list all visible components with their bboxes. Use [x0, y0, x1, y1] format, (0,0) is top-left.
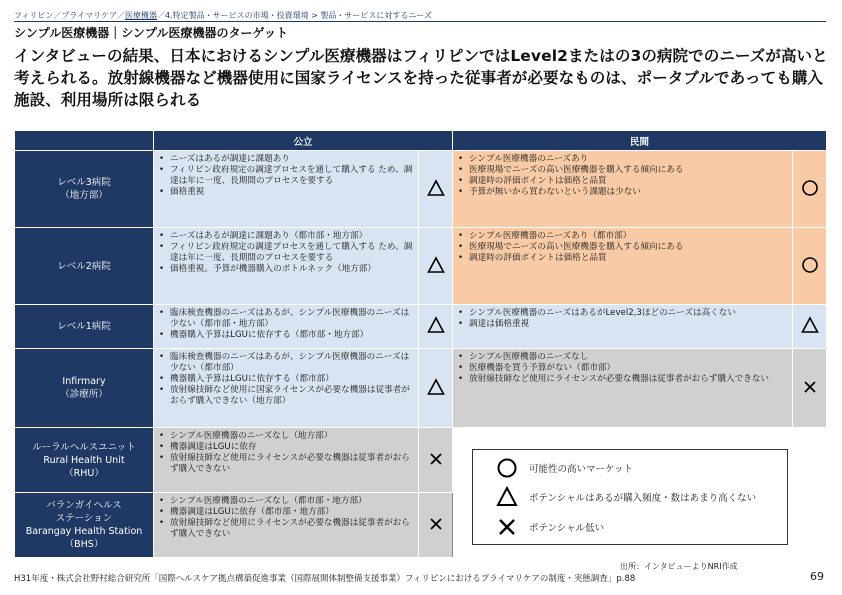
bullet-item: • フィリピン政府規定の調達プロセスを通して購入する ため、調達は年に一度、長期間のプロセスを要する	[157, 165, 414, 187]
triangle-icon	[427, 389, 445, 399]
triangle-icon	[427, 327, 445, 337]
rating-cell	[419, 428, 453, 493]
breadcrumb-part[interactable]: フィリピン／プライマリケア／	[14, 11, 125, 20]
cross-icon	[803, 387, 817, 397]
legend-label: ポテンシャルはあるが購入頻度・数はあまり高くない	[529, 493, 757, 504]
legend-item-triangle	[495, 485, 756, 509]
header-rule	[14, 21, 826, 22]
rating-cell	[419, 228, 453, 305]
bullet-item: • シンプル医療機器のニーズあり	[456, 154, 788, 165]
facility-level: Infirmary （診療所）	[15, 349, 154, 428]
bullet-item: • シンプル医療機器のニーズなし（都市部・地方部）	[157, 496, 414, 507]
matrix-row	[15, 151, 827, 228]
circle-icon	[801, 267, 819, 277]
bullet-item: • 放射線技師など使用にライセンスが必要な機器は従事者がおらず購入できない	[157, 518, 414, 540]
bullet-item: • シンプル医療機器のニーズあり（都市部）	[456, 231, 788, 242]
bullet-item: • シンプル医療機器のニーズはあるがLevel2,3ほどのニーズは高くない	[456, 308, 788, 319]
bullet-item: • 医療現場でニーズの高い医療機器を購入する傾向にある	[456, 165, 788, 176]
matrix-row	[15, 228, 827, 305]
rating-cell	[419, 349, 453, 428]
rating-cell	[793, 228, 827, 305]
private-notes	[453, 349, 793, 428]
bullet-list	[157, 352, 414, 407]
bullet-item: • ニーズはあるが調達に課題あり（都市部・地方部）	[157, 231, 414, 242]
public-notes	[154, 228, 419, 305]
facility-level: ルーラルヘルスユニット Rural Health Unit （RHU）	[15, 428, 154, 493]
circle-icon	[495, 456, 519, 480]
triangle-icon	[427, 190, 445, 200]
bullet-item: • フィリピン政府規定の調達プロセスを通して購入する ため、調達は年に一度、長期間のプロセスを要する	[157, 242, 414, 264]
bullet-list	[456, 154, 788, 198]
private-notes	[453, 305, 793, 349]
page-number: 69	[810, 570, 824, 583]
section-title: シンプル医療機器｜シンプル医療機器のターゲット	[14, 26, 288, 40]
private-notes	[453, 228, 793, 305]
cross-icon	[429, 459, 443, 469]
bullet-list	[157, 431, 414, 475]
bullet-item: • シンプル医療機器のニーズなし（地方部）	[157, 431, 414, 442]
bullet-list	[157, 154, 414, 198]
bullet-item: • 臨床検査機器のニーズはあるが、シンプル医療機器のニーズは少ない（都市部）	[157, 352, 414, 374]
rating-cell	[419, 305, 453, 349]
bullet-item: • 機器購入予算はLGUに依存する（都市部）	[157, 374, 414, 385]
bullet-item: • 医療機器を買う予算がない（都市部）	[456, 363, 788, 374]
bullet-item: • 調達時の評価ポイントは価格と品質	[456, 253, 788, 264]
rating-cell	[793, 305, 827, 349]
legend-item-cross	[495, 515, 604, 539]
bullet-item: • 機器調達はLGUに依存（都市部・地方部）	[157, 507, 414, 518]
cross-icon	[495, 515, 519, 539]
bullet-item: • 機器購入予算はLGUに依存する（都市部・地方部）	[157, 330, 414, 341]
bullet-list	[456, 352, 788, 385]
triangle-icon	[495, 485, 519, 509]
matrix-row	[15, 349, 827, 428]
legend-label: ポテンシャル低い	[529, 523, 605, 534]
breadcrumb-part[interactable]: 医療機器	[124, 11, 157, 20]
circle-icon	[801, 190, 819, 200]
legend	[472, 449, 788, 545]
bullet-item: • 臨床検査機器のニーズはあるが、シンプル医療機器のニーズは少ない（都市部・地方部）	[157, 308, 414, 330]
triangle-icon	[801, 327, 819, 337]
public-notes	[154, 305, 419, 349]
bullet-list	[157, 308, 414, 341]
public-notes	[154, 493, 419, 558]
bullet-item: • ニーズはあるが調達に課題あり	[157, 154, 414, 165]
bullet-list	[157, 231, 414, 275]
matrix-row	[15, 305, 827, 349]
facility-level: レベル1病院	[15, 305, 154, 349]
bullet-item: • 機器調達はLGUに依存	[157, 442, 414, 453]
bullet-item: • 調達は価格重視	[456, 319, 788, 330]
footer-citation: H31年度・株式会社野村総合研究所「国際ヘルスケア拠点構築促進事業（国際展開体制整備支援事業）フィリピンにおけるプライマリケアの制度・実態調査」p.88	[14, 574, 636, 584]
column-header-public: 公立	[154, 131, 453, 151]
bullet-item: • シンプル医療機器のニーズなし	[456, 352, 788, 363]
public-notes	[154, 349, 419, 428]
bullet-list	[456, 231, 788, 264]
rating-cell	[793, 349, 827, 428]
cross-icon	[429, 524, 443, 534]
private-notes	[453, 151, 793, 228]
bullet-item: • 価格重視。予算が機器購入のボトルネック（地方部）	[157, 264, 414, 275]
public-notes	[154, 151, 419, 228]
bullet-list	[456, 308, 788, 330]
facility-level: レベル3病院 （地方部）	[15, 151, 154, 228]
bullet-item: • 医療現場でニーズの高い医療機器を購入する傾向にある	[456, 242, 788, 253]
bullet-item: • 価格重視	[157, 187, 414, 198]
bullet-list	[157, 496, 414, 540]
legend-item-circle	[495, 456, 633, 480]
bullet-item: • 放射線技師など使用にライセンスが必要な機器は従事者がおらず購入できない	[157, 453, 414, 475]
bullet-item: • 放射線技師など使用にライセンスが必要な機器は従事者がおらず購入できない	[456, 374, 788, 385]
breadcrumb-part[interactable]: ／4.特定製品・サービスの市場・投資環境 > 製品・サービスに対するニーズ	[156, 11, 432, 20]
breadcrumb	[14, 10, 432, 21]
matrix-corner	[15, 131, 154, 151]
public-notes	[154, 428, 419, 493]
bullet-item: • 放射線技師など使用に国家ライセンスが必要な機器は従事者がおらず購入できない（地方部）	[157, 385, 414, 407]
triangle-icon	[427, 267, 445, 277]
column-header-private: 民間	[453, 131, 827, 151]
rating-cell	[793, 151, 827, 228]
source-note: 出所：インタビューよりNRI作成	[620, 562, 738, 571]
facility-level: レベル2病院	[15, 228, 154, 305]
legend-label: 可能性の高いマーケット	[529, 464, 634, 475]
facility-level: バランガイヘルス ステーション Barangay Health Station （BHS）	[15, 493, 154, 558]
rating-cell	[419, 493, 453, 558]
headline: インタビューの結果、日本におけるシンプル医療機器はフィリピンではLevel2またはの3の病院でのニーズが高いと考えられる。放射線機器など機器使用に国家ライセンスを持った従事者が必要なものは、ポータブルであっても購入施設、利用場所は限られる	[14, 47, 828, 109]
rating-cell	[419, 151, 453, 228]
bullet-item: • 予算が無いから買わないという課題は少ない	[456, 187, 788, 198]
bullet-item: • 調達時の評価ポイントは価格と品質	[456, 176, 788, 187]
